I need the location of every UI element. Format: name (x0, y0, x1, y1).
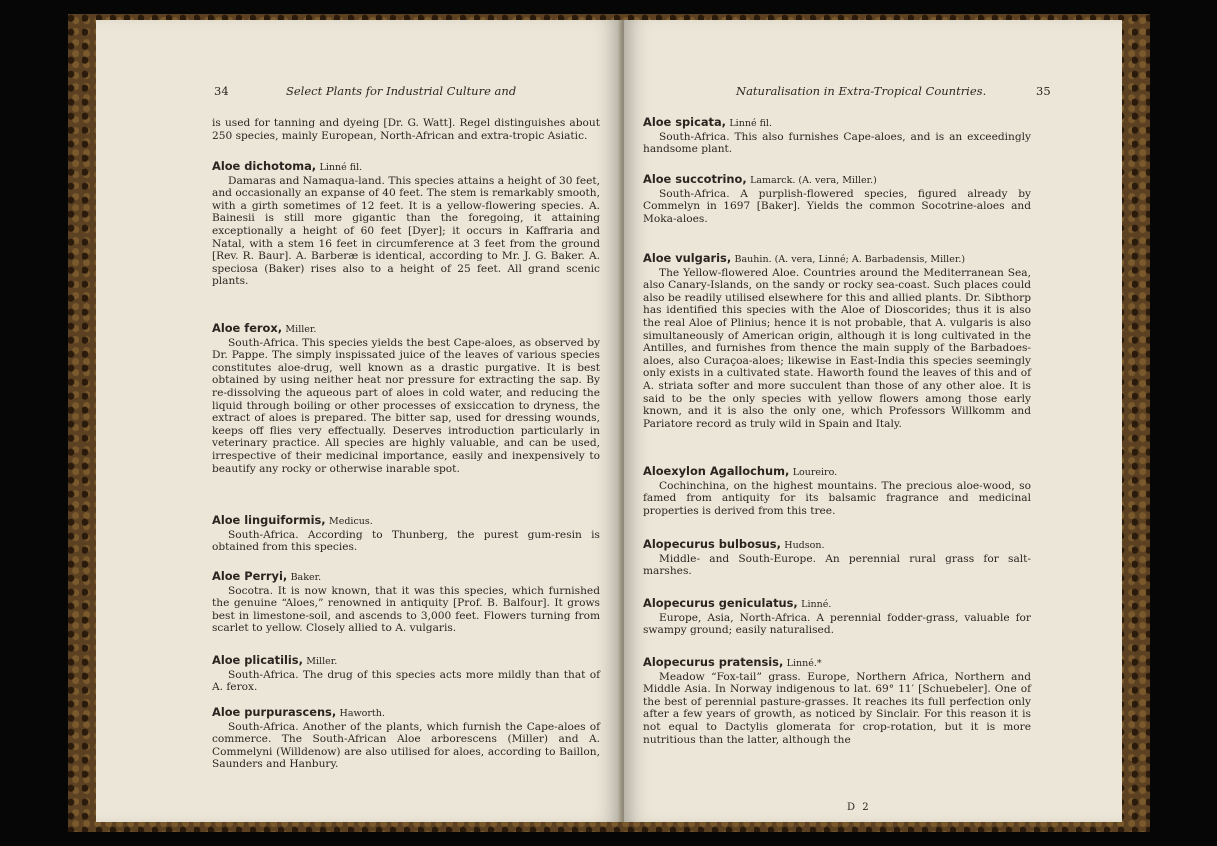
entry-text: Damaras and Namaqua-land. This species attains a height of 30 feet, and occasionally an expanse of 40 feet. The stem is remarkably smooth, with a girth sometimes of 12 feet. It is a yellow-flowering species. A. Bainesii is still more gigantic than the foregoing, it attaining exceptionally a height of 60 feet [Dyer]; it occurs in Kaffraria and Natal, with a stem 16 feet in circumference at 3 feet from the ground [Rev. R. Baur]. A. Barberæ is identical, according to Mr. J. G. Baker. A. speciosa (Baker) rises also to a height of 25 feet. All grand scenic plants. (212, 174, 600, 288)
entry-text: South-Africa. This also furnishes Cape-aloes, and is an exceedingly handsome plant. (643, 130, 1031, 156)
entry-aloe-spicata (643, 116, 1031, 156)
entry-name: Aloe vulgaris, (643, 251, 732, 265)
entry-aloe-linguiformis (212, 514, 600, 554)
entry-aloe-purpurascens (212, 706, 600, 771)
entry-name: Aloe plicatilis, (212, 653, 303, 667)
entry-name: Aloe spicata, (643, 115, 726, 129)
entry-author: Miller. (285, 324, 317, 335)
entry-author: Miller. (306, 656, 338, 667)
entry-text: Meadow “Fox-tail” grass. Europe, Northern Africa, Northern and Middle Asia. In Norway indigenous to lat. 69° 11′ [Schuebeler]. One of the best of perennial pasture-grasses. It reaches its full perfection only after a few years of growth, as noticed by Sinclair. For this reason it is not equal to Dactylis glomerata for crop-rotation, but it is more nutritious than the latter, although the (643, 670, 1031, 746)
entry-text: South-Africa. The drug of this species acts more mildly than that of A. ferox. (212, 668, 600, 694)
entry-name: Alopecurus bulbosus, (643, 537, 781, 551)
entry-author: Hudson. (784, 540, 825, 551)
page-number-right: 35 (1036, 84, 1051, 98)
entry-aloe-plicatilis (212, 654, 600, 694)
entry-alopecurus-geniculatus (643, 597, 1031, 637)
entry-author: Baker. (290, 572, 322, 583)
entry-text: South-Africa. This species yields the best Cape-aloes, as observed by Dr. Pappe. The simply inspissated juice of the leaves of various species constitutes aloe-drug, well known as a drastic purgative. It is best obtained by using neither heat nor pressure for extracting the sap. By re-dissolving the aqueous part of aloes in cold water, and reducing the liquid through boiling or other processes of exsiccation to dryness, the extract of aloes is prepared. The bitter sap, used for dressing wounds, keeps off flies very effectually. Deserves introduction particularly in veterinary practice. All species are highly valuable, and can be used, irrespective of their medicinal importance, easily and inexpensively to beautify any rocky or otherwise inarable spot. (212, 336, 600, 475)
entry-author: Linné. (801, 599, 832, 610)
entry-name: Alopecurus pratensis, (643, 655, 784, 669)
entry-author: Medicus. (328, 516, 373, 527)
entry-aloe-vulgaris (643, 252, 1031, 430)
entry-text: Cochinchina, on the highest mountains. The precious aloe-wood, so famed from antiquity for its balsamic fragrance and medicinal properties is derived from this tree. (643, 479, 1031, 517)
entry-author: Haworth. (339, 708, 385, 719)
entry-name: Aloexylon Agallochum, (643, 464, 790, 478)
entry-aloe-dichotoma (212, 160, 600, 288)
running-head-left: Select Plants for Industrial Culture and (286, 84, 517, 98)
running-head-right: Naturalisation in Extra-Tropical Countries. (736, 84, 987, 98)
entry-name: Aloe dichotoma, (212, 159, 317, 173)
entry-name: Aloe Perryi, (212, 569, 288, 583)
right-page (624, 20, 1122, 822)
entry-name: Aloe purpurascens, (212, 705, 337, 719)
entry-aloe-perryi (212, 570, 600, 635)
entry-text: South-Africa. A purplish-flowered species, figured already by Commelyn in 1697 [Baker]. Yields the common Socotrine-aloes and Moka-aloes. (643, 187, 1031, 225)
entry-text: South-Africa. According to Thunberg, the purest gum-resin is obtained from this species. (212, 528, 600, 554)
entry-name: Aloe succotrino, (643, 172, 747, 186)
entry-text: South-Africa. Another of the plants, which furnish the Cape-aloes of commerce. The South-African Aloe arborescens (Miller) and A. Commelyni (Willdenow) are also utilised for aloes, according to Baillon, Saunders and Hanbury. (212, 720, 600, 771)
entry-author: Linné fil. (729, 118, 772, 129)
signature-mark: D 2 (847, 802, 871, 813)
entry-author: Linné.* (786, 658, 822, 669)
entry-aloexylon-agallochum (643, 465, 1031, 517)
entry-author: Lamarck. (A. vera, Miller.) (750, 175, 877, 186)
intro-paragraph: is used for tanning and dyeing [Dr. G. Watt]. Regel distinguishes about 250 species, mainly European, North-African and extra-tropic Asiatic. (212, 117, 600, 142)
entry-text: The Yellow-flowered Aloe. Countries around the Mediterranean Sea, also Canary-Islands, on the sandy or rocky sea-coast. Such places could also be readily utilised elsewhere for this and allied plants. Dr. Sibthorp has identified this species with the Aloe of Dioscorides; thus it is also the real Aloe of Plinius; hence it is not probable, that A. vulgaris is also simultaneously of American origin, although it is long cultivated in the Antilles, and furnishes from thence the main supply of the Barbadoes-aloes, also Curaçoa-aloes; likewise in East-India this species seemingly only exists in a cultivated state. Haworth found the leaves of this and of A. striata softer and more succulent than those of any other aloe. It is said to be the only species with yellow flowers among those early known, and it is also the only one, which Professors Willkomm and Pariatore record as truly wild in Spain and Italy. (643, 266, 1031, 430)
entry-aloe-succotrino (643, 173, 1031, 225)
entry-alopecurus-pratensis (643, 656, 1031, 746)
left-page (96, 20, 620, 822)
entry-author: Linné fil. (319, 162, 363, 173)
entry-name: Aloe linguiformis, (212, 513, 326, 527)
entry-text: Socotra. It is now known, that it was this species, which furnished the genuine “Aloes,” renowned in antiquity [Prof. B. Balfour]. It grows best in limestone-soil, and ascends to 3,000 feet. Flowers turning from scarlet to yellow. Closely allied to A. vulgaris. (212, 584, 600, 635)
entry-aloe-ferox (212, 322, 600, 475)
entry-author: Loureiro. (792, 467, 838, 478)
entry-name: Alopecurus geniculatus, (643, 596, 798, 610)
entry-name: Aloe ferox, (212, 321, 283, 335)
entry-author: Bauhin. (A. vera, Linné; A. Barbadensis, Miller.) (734, 254, 966, 265)
page-number-left: 34 (214, 84, 229, 98)
entry-text: Europe, Asia, North-Africa. A perennial fodder-grass, valuable for swampy ground; easily naturalised. (643, 611, 1031, 637)
entry-text: Middle- and South-Europe. An perennial rural grass for salt-marshes. (643, 552, 1031, 578)
entry-alopecurus-bulbosus (643, 538, 1031, 578)
